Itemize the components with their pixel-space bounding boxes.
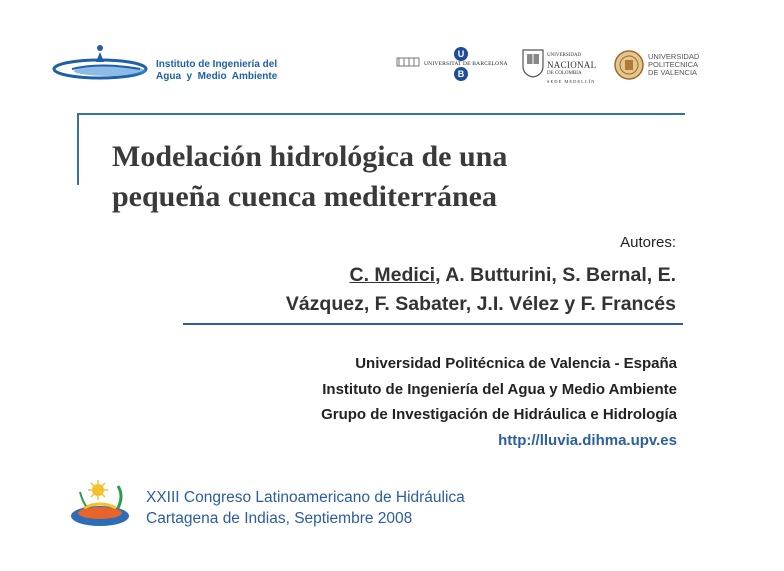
iiama-logo-icon xyxy=(52,42,152,82)
iiama-name-line2: Agua y Medio Ambiente xyxy=(156,71,278,82)
upv-name-line1: UNIVERSIDAD xyxy=(648,52,700,61)
upv-crest-icon xyxy=(614,50,644,80)
slide-title xyxy=(112,137,652,217)
slide-title-line2: pequeña cuenca mediterránea xyxy=(112,180,497,213)
slide-title-line1: Modelación hidrológica de una xyxy=(112,140,508,173)
congress-name: XXIII Congreso Latinoamericano de Hidráulica xyxy=(146,489,465,506)
svg-text:B: B xyxy=(457,69,465,79)
authors-line2: Vázquez, F. Sabater, J.I. Vélez y F. Francés xyxy=(285,293,676,315)
frame-top-rule xyxy=(77,113,685,115)
authors-label: Autores: xyxy=(620,234,676,251)
authors-line1 xyxy=(286,261,676,290)
affiliation-university: Universidad Politécnica de Valencia - España xyxy=(355,355,677,372)
main-author: C. Medici xyxy=(349,264,436,286)
unal-name-line2: NACIONAL xyxy=(547,60,597,70)
unal-name xyxy=(547,52,596,86)
ub-name: UNIVERSITAT DE BARCELONA xyxy=(424,61,508,67)
frame-left-rule xyxy=(77,113,79,185)
authors-divider xyxy=(183,323,683,325)
affiliation-group: Grupo de Investigación de Hidráulica e Hidrología xyxy=(321,406,677,423)
congress-info xyxy=(146,487,465,529)
unal-name-line3: DE COLOMBIA xyxy=(547,71,582,76)
iiama-name-line1: Instituto de Ingeniería del xyxy=(156,59,278,70)
svg-text:U: U xyxy=(457,49,465,59)
website-link[interactable]: http://lluvia.dihma.upv.es xyxy=(498,431,677,449)
unal-crest-icon xyxy=(521,48,545,78)
authors-list xyxy=(286,261,676,319)
congress-place-date: Cartagena de Indias, Septiembre 2008 xyxy=(146,510,413,527)
congress-logo-icon xyxy=(70,478,136,530)
unal-name-line1: UNIVERSIDAD xyxy=(547,53,582,58)
upv-name-line2: POLITECNICA xyxy=(648,60,699,69)
affiliation-institute: Instituto de Ingeniería del Agua y Medio Ambiente xyxy=(322,380,677,398)
upv-name-line3: DE VALENCIA xyxy=(648,68,698,77)
iiama-name xyxy=(156,59,277,83)
upv-name xyxy=(648,53,699,77)
affiliations xyxy=(321,351,677,453)
authors-line1-rest: , A. Butturini, S. Bernal, E. xyxy=(435,264,676,286)
unal-name-line4: SEDE MEDELLÍN xyxy=(547,79,596,84)
